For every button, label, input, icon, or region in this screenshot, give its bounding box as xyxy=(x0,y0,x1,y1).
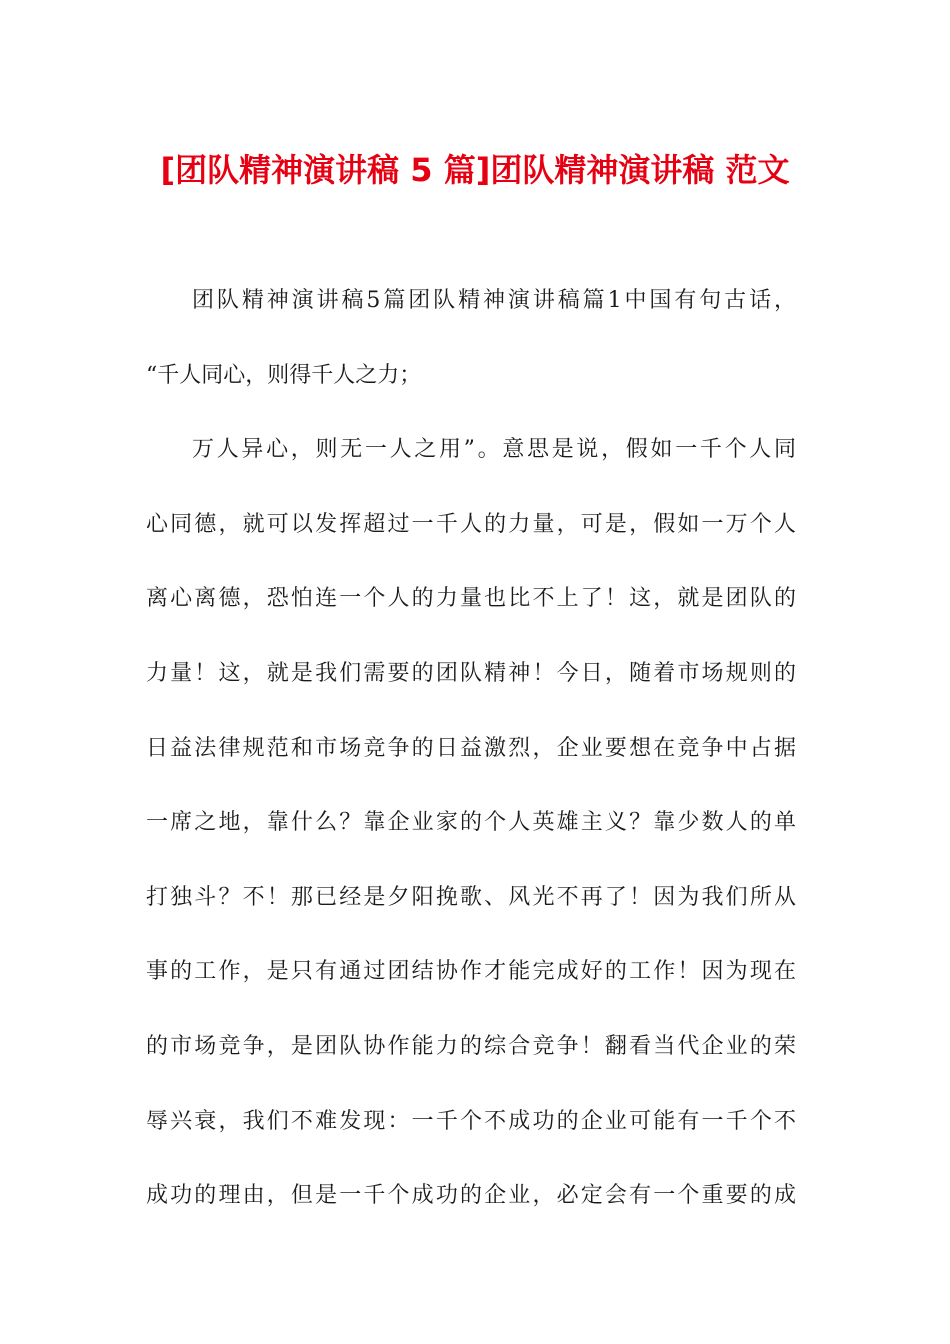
paragraph-line: 辱兴衰，我们不难发现：一千个不成功的企业可能有一千个不 xyxy=(146,1108,796,1134)
paragraph-line: 力量！这，就是我们需要的团队精神！今日，随着市场规则的 xyxy=(146,660,796,686)
paragraph-line: “千人同心，则得千人之力； xyxy=(146,362,422,388)
paragraph-line: 日益法律规范和市场竞争的日益激烈，企业要想在竞争中占据 xyxy=(146,735,796,761)
paragraph-line: 成功的理由，但是一千个成功的企业，必定会有一个重要的成 xyxy=(146,1183,796,1209)
paragraph-line: 一席之地，靠什么？靠企业家的个人英雄主义？靠少数人的单 xyxy=(146,810,796,836)
paragraph-line: 打独斗？不！那已经是夕阳挽歌、风光不再了！因为我们所从 xyxy=(146,884,796,910)
paragraph-line: 心同德，就可以发挥超过一千人的力量，可是，假如一万个人 xyxy=(146,511,796,537)
paragraph-line: 团队精神演讲稿5篇团队精神演讲稿篇1中国有句古话， xyxy=(192,288,796,313)
document-body xyxy=(146,279,796,1249)
paragraph-line: 事的工作，是只有通过团结协作才能完成好的工作！因为现在 xyxy=(146,959,796,985)
paragraph-line: 万人异心，则无一人之用”。意思是说，假如一千个人同 xyxy=(192,437,796,463)
document-title: [团队精神演讲稿 5 篇]团队精神演讲稿 范文 xyxy=(160,151,790,189)
paragraph-line: 的市场竞争，是团队协作能力的综合竞争！翻看当代企业的荣 xyxy=(146,1033,796,1059)
paragraph-line: 离心离德，恐怕连一个人的力量也比不上了！这，就是团队的 xyxy=(146,586,796,612)
